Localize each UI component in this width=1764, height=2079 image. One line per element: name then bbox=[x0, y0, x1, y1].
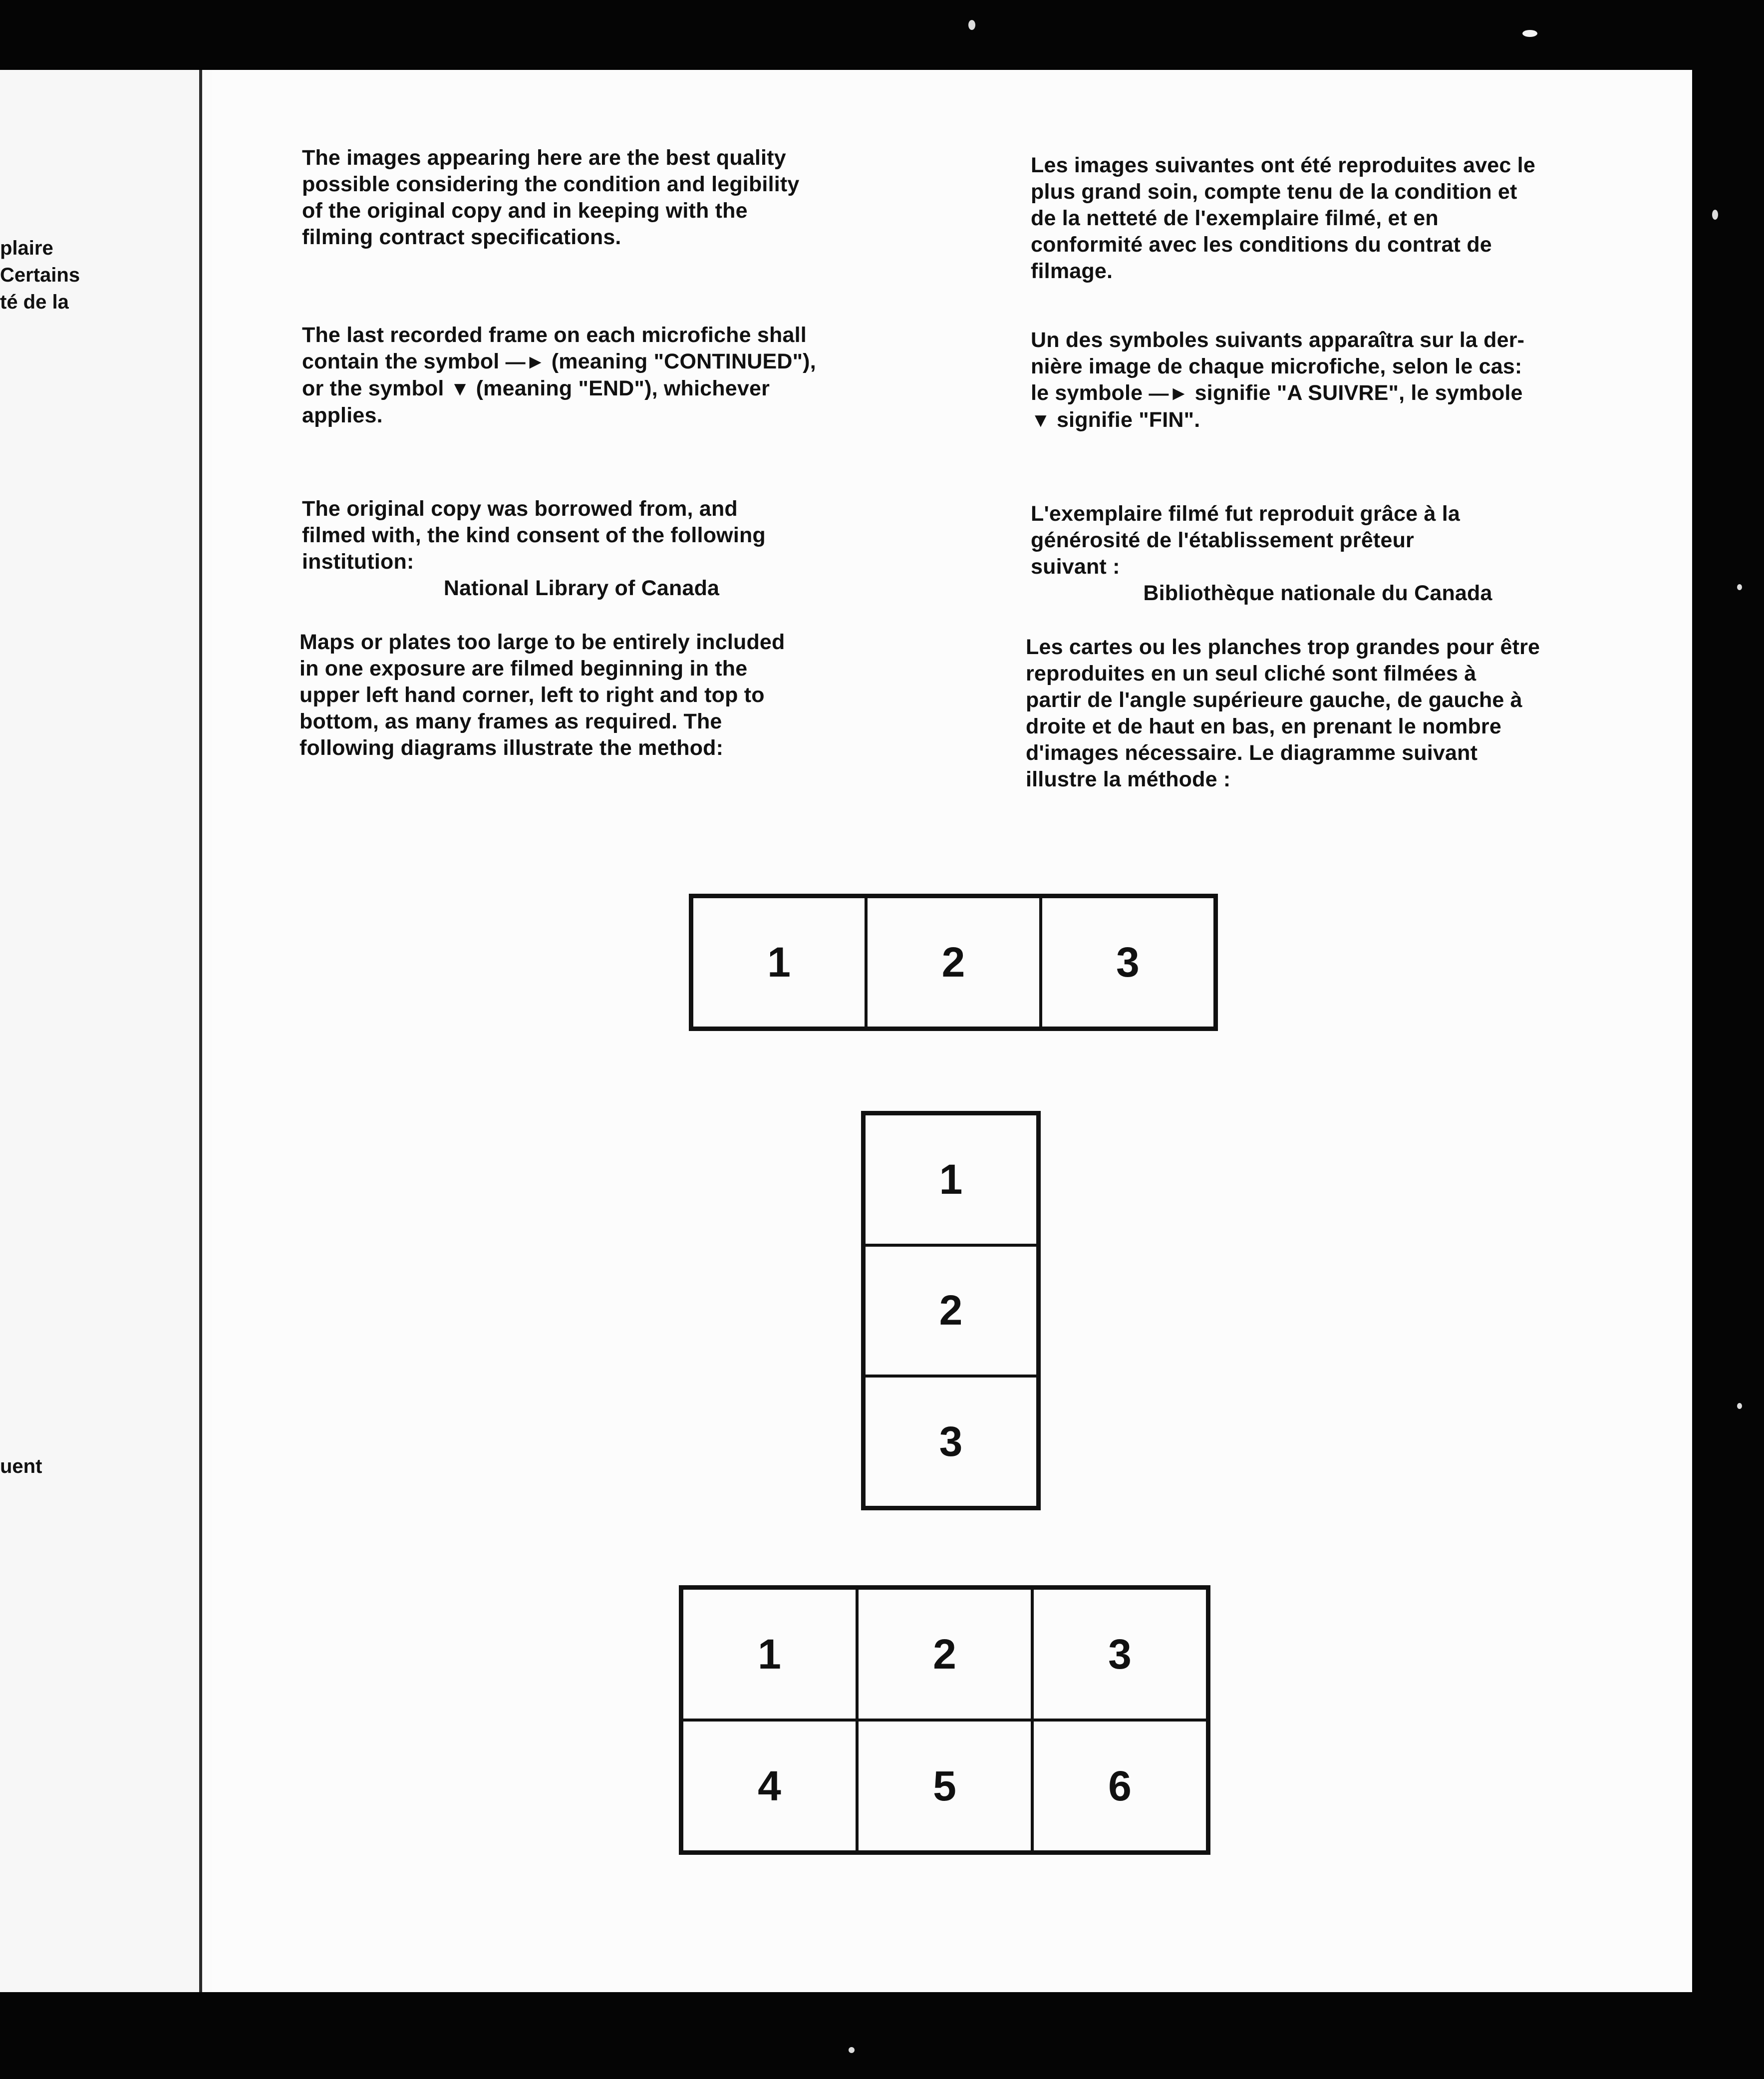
film-speck bbox=[1712, 210, 1718, 220]
film-speck bbox=[968, 20, 975, 30]
frame-cell: 2 bbox=[857, 1588, 1032, 1720]
frame-cell: 3 bbox=[1041, 897, 1215, 1028]
film-speck bbox=[1737, 1403, 1742, 1409]
triangle-icon: ▼ bbox=[450, 378, 470, 400]
fragment-text: plaire bbox=[0, 237, 53, 259]
english-institution-paragraph bbox=[302, 469, 861, 628]
text-span: The original copy was borrowed from, and filmed with, the kind consent of the following institution: bbox=[302, 497, 766, 574]
frame-cell: 6 bbox=[1032, 1720, 1207, 1852]
frame-cell: 5 bbox=[857, 1720, 1032, 1852]
frame-cell: 1 bbox=[682, 1588, 857, 1720]
french-institution-paragraph bbox=[1031, 474, 1605, 633]
frame-cell: 1 bbox=[864, 1114, 1038, 1245]
arrow-icon: —► bbox=[1149, 382, 1189, 404]
french-symbol-paragraph bbox=[1031, 327, 1524, 434]
diagram-grid bbox=[679, 1585, 1210, 1855]
frame-cell: 1 bbox=[692, 897, 866, 1028]
english-symbol-paragraph bbox=[302, 322, 816, 429]
english-quality-paragraph: The images appearing here are the best quality possible considering the condition and legibility of the original copy and in keeping with the filming contract specifications. bbox=[302, 146, 800, 249]
english-maps-paragraph: Maps or plates too large to be entirely included in one exposure are filmed beginning in the upper left hand corner, left to right and top to bottom, as many frames as required. The following diagrams illustrate the method: bbox=[299, 630, 785, 760]
frame-cell: 3 bbox=[1032, 1588, 1207, 1720]
text-span: L'exemplaire filmé fut reproduit grâce à la générosité de l'établissement prêteur suivant : bbox=[1031, 502, 1460, 579]
frame-cell: 4 bbox=[682, 1720, 857, 1852]
diagram-column bbox=[861, 1111, 1041, 1510]
text-span: (meaning "END"), whichever applies. bbox=[302, 376, 770, 427]
text-span: Un des symboles suivants apparaîtra sur la der- nière image de chaque microfiche, selon le cas: le symbole bbox=[1031, 328, 1525, 405]
institution-name: National Library of Canada bbox=[443, 576, 720, 600]
frame-cell: 3 bbox=[864, 1376, 1038, 1507]
text-span: (meaning "CONTINUED"), or the symbol bbox=[302, 349, 816, 400]
triangle-icon: ▼ bbox=[1031, 409, 1051, 431]
french-maps-paragraph: Les cartes ou les planches trop grandes pour être reproduites en un seul cliché sont filmées à partir de l'angle supérieure gauche, de gauche à droite et de haut en bas, en prenant le nombre d'images nécessaire. Le diagramme suivant illustre la méthode : bbox=[1026, 635, 1540, 791]
target-page bbox=[212, 70, 1692, 1992]
frame-cell: 2 bbox=[866, 897, 1040, 1028]
french-quality-paragraph: Les images suivantes ont été reproduites avec le plus grand soin, compte tenu de la condition et de la netteté de l'exemplaire filmé, et en conformité avec les conditions du contrat de filmage. bbox=[1031, 153, 1535, 283]
film-speck bbox=[849, 2047, 855, 2053]
text-span: signifie "A SUIVRE", le symbole bbox=[1194, 381, 1523, 405]
diagram-row bbox=[689, 894, 1218, 1031]
text-span: signifie "FIN". bbox=[1050, 408, 1200, 432]
film-speck bbox=[1737, 584, 1742, 590]
film-speck bbox=[1522, 30, 1537, 37]
fragment-text: uent bbox=[0, 1455, 42, 1477]
frame-cell: 2 bbox=[864, 1245, 1038, 1377]
arrow-icon: —► bbox=[505, 351, 546, 373]
previous-page-edge bbox=[0, 70, 202, 1992]
fragment-text: Certains bbox=[0, 264, 80, 286]
text-span: The last recorded frame on each microfiche shall contain the symbol bbox=[302, 323, 807, 373]
fragment-text: té de la bbox=[0, 291, 69, 313]
institution-name: Bibliothèque nationale du Canada bbox=[1143, 581, 1492, 605]
